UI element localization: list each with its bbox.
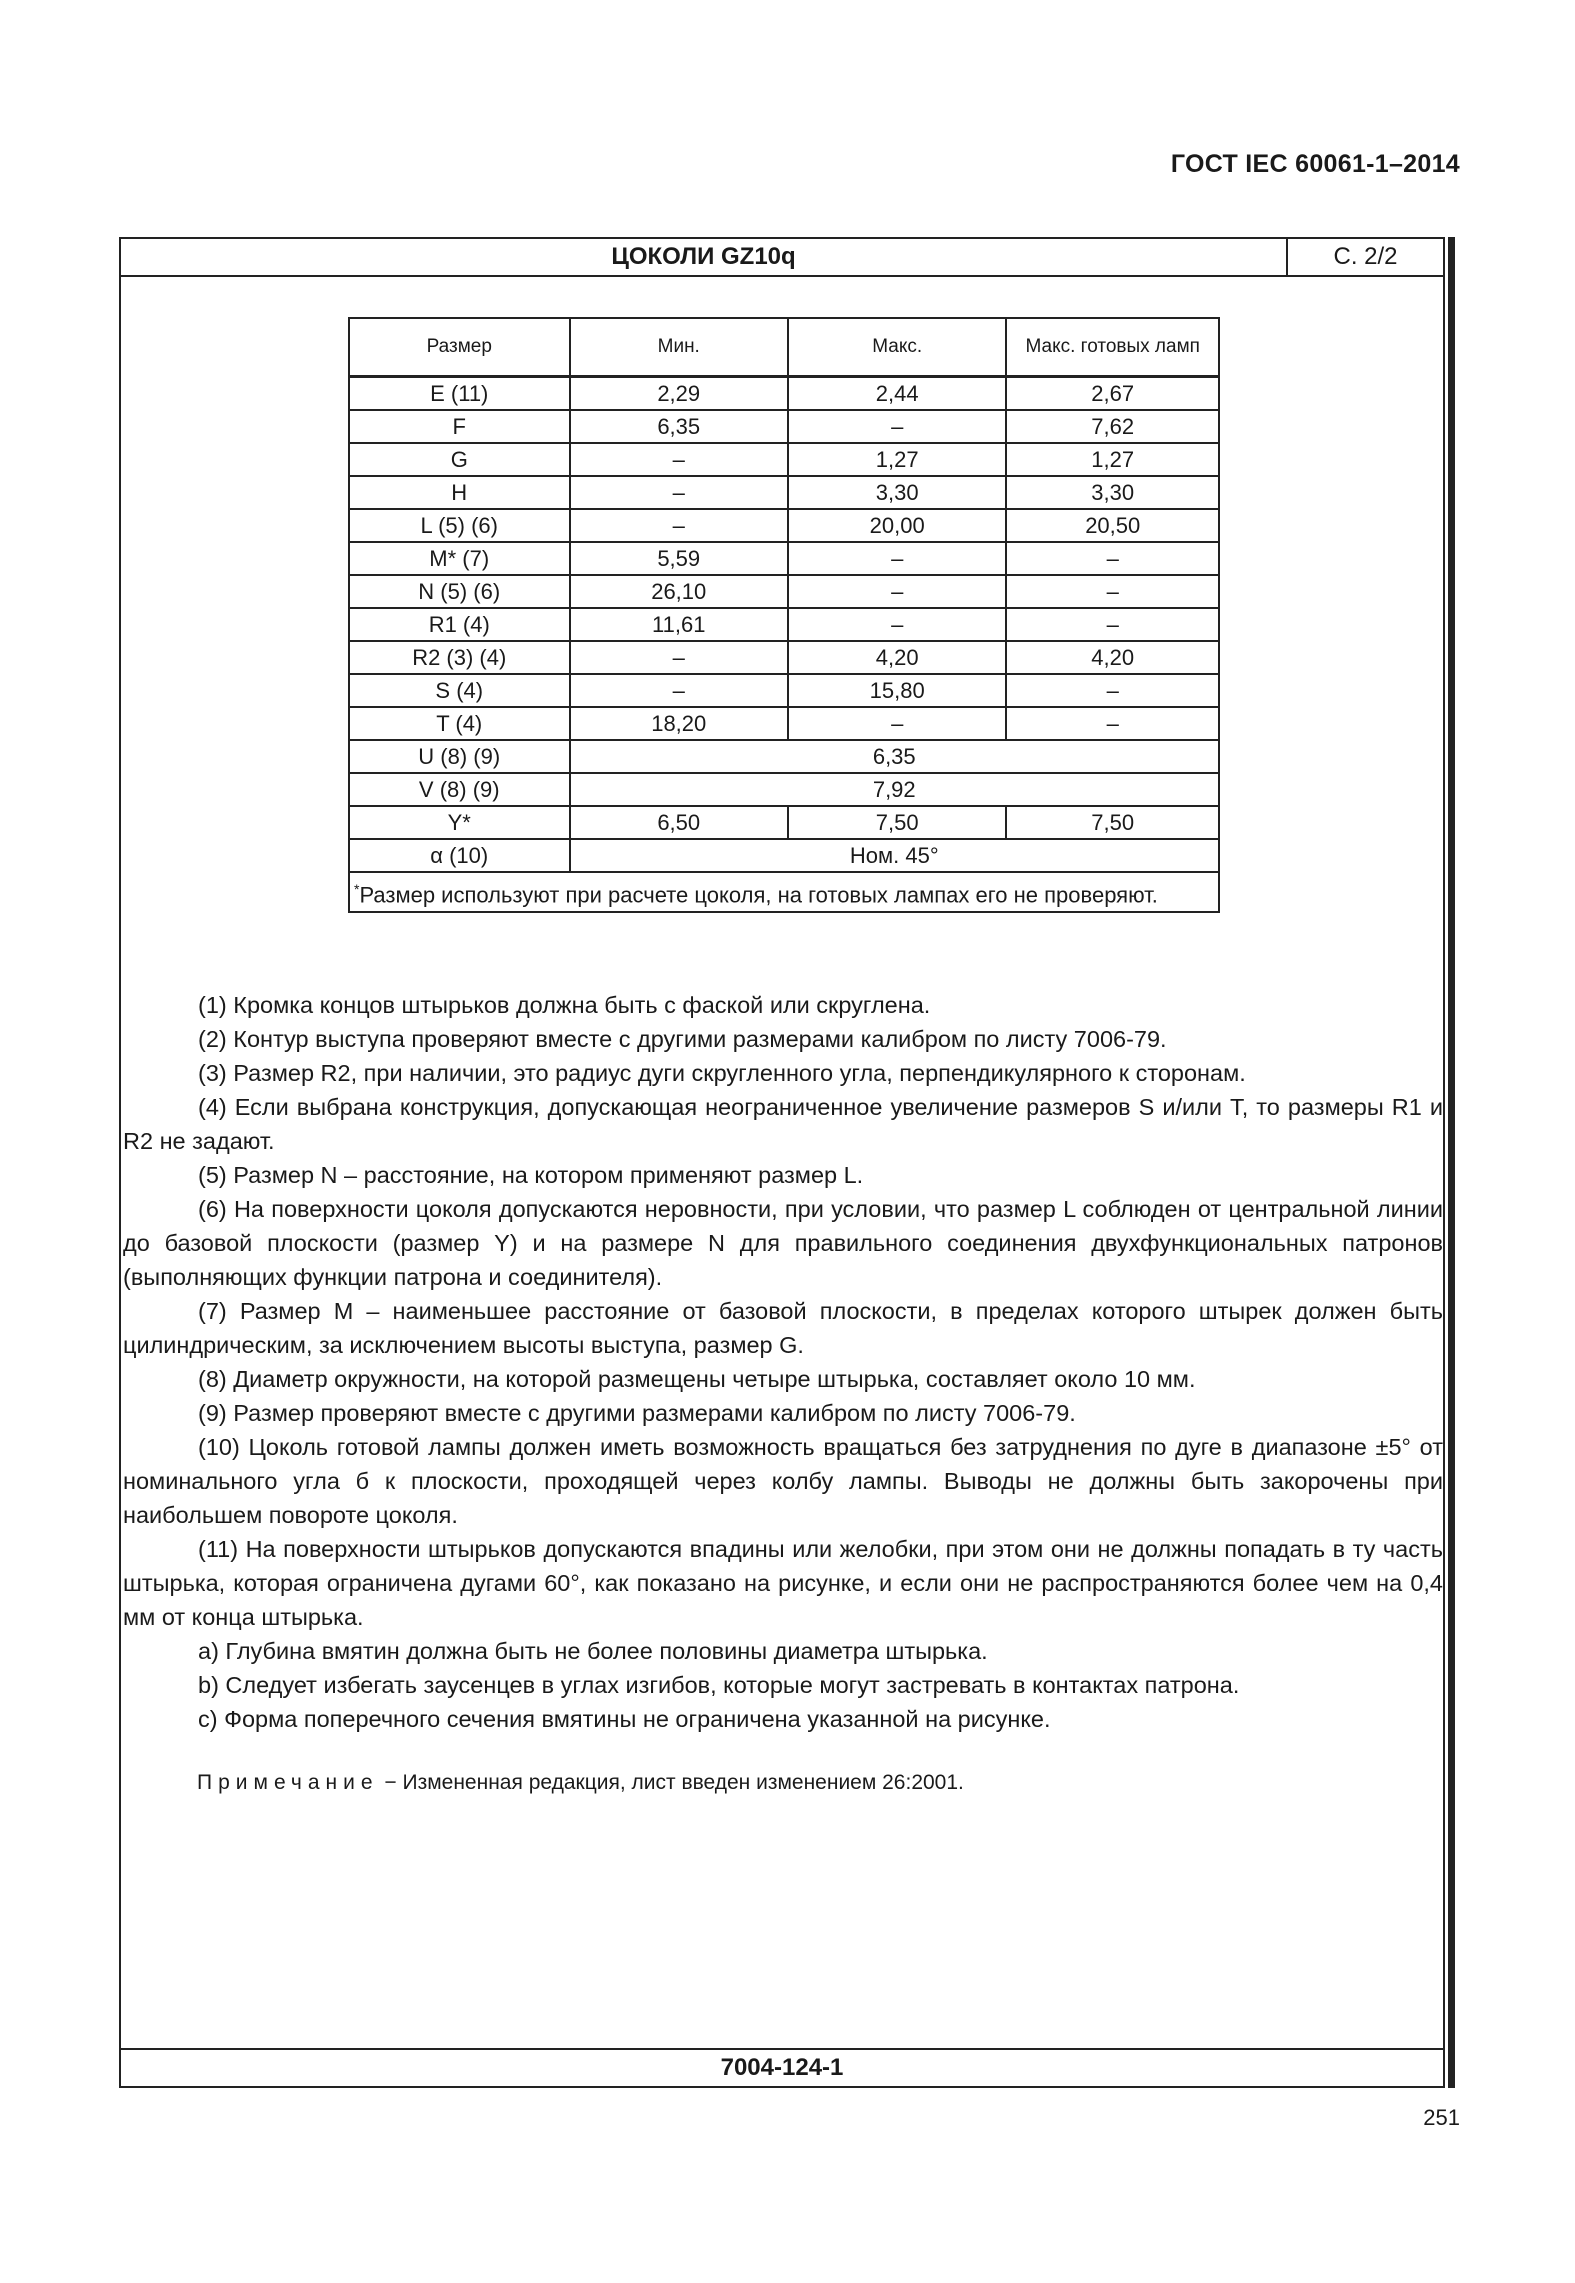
table-footnote: [349, 872, 1219, 912]
note-paragraph: (1) Кромка концов штырьков должна быть с фаской или скруглена.: [198, 992, 931, 1018]
table-cell: 7,50: [1006, 806, 1219, 839]
table-row: [349, 443, 1219, 476]
note-paragraph: (8) Диаметр окружности, на которой размещены четыре штырька, составляет около 10 мм.: [198, 1366, 1196, 1392]
table-cell: 6,50: [570, 806, 788, 839]
table-cell: Y*: [349, 806, 570, 839]
table-cell: L (5) (6): [349, 509, 570, 542]
table-cell: R2 (3) (4): [349, 641, 570, 674]
table-cell: –: [570, 443, 788, 476]
table-cell: –: [1006, 542, 1219, 575]
table-cell: –: [1006, 707, 1219, 740]
sheet-title: ЦОКОЛИ GZ10q: [611, 243, 796, 270]
table-cell: –: [788, 542, 1006, 575]
note-paragraph: (7) Размер M – наименьшее расстояние от базовой плоскости, в пределах которого штырек должен быть цилиндрическим, за исключением высоты выступа, размер G.: [123, 1298, 1443, 1358]
table-cell: G: [349, 443, 570, 476]
table-cell: –: [1006, 608, 1219, 641]
table-cell: 3,30: [1006, 476, 1219, 509]
table-header-row: [349, 318, 1219, 377]
remark-label: Примечание: [197, 1771, 379, 1794]
table-cell: –: [788, 575, 1006, 608]
note-paragraph: a) Глубина вмятин должна быть не более половины диаметра штырька.: [198, 1638, 988, 1664]
note-paragraph: b) Следует избегать заусенцев в углах изгибов, которые могут застревать в контактах патрона.: [198, 1672, 1240, 1698]
table-cell: 7,92: [570, 773, 1220, 806]
notes-section: [123, 988, 1443, 1736]
table-cell: 2,29: [570, 377, 788, 411]
table-cell: 4,20: [1006, 641, 1219, 674]
table-row: [349, 608, 1219, 641]
table-cell: –: [1006, 674, 1219, 707]
table-cell: –: [570, 476, 788, 509]
table-cell: 2,67: [1006, 377, 1219, 411]
table-cell: –: [570, 509, 788, 542]
table-cell: 11,61: [570, 608, 788, 641]
table-cell: E (11): [349, 377, 570, 411]
table-cell: 6,35: [570, 740, 1220, 773]
table-cell: 20,00: [788, 509, 1006, 542]
table-cell: –: [788, 707, 1006, 740]
table-cell: N (5) (6): [349, 575, 570, 608]
table-row: [349, 410, 1219, 443]
remark: [197, 1771, 964, 1795]
table-cell: T (4): [349, 707, 570, 740]
column-header: Макс.: [788, 318, 1006, 377]
table-cell: M* (7): [349, 542, 570, 575]
footnote-text: Размер используют при расчете цоколя, на готовых лампах его не проверяют.: [359, 882, 1158, 908]
table-cell: 4,20: [788, 641, 1006, 674]
table-row: [349, 509, 1219, 542]
table-cell: Ном. 45°: [570, 839, 1220, 872]
note-paragraph: (3) Размер R2, при наличии, это радиус дуги скругленного угла, перпендикулярного к сторонам.: [198, 1060, 1246, 1086]
table-cell: F: [349, 410, 570, 443]
note-paragraph: (11) На поверхности штырьков допускаются впадины или желобки, при этом они не должны попадать в ту часть штырька, которая ограничена дугами 60°, как показано на рисунке, и если они не распространяются более чем на 0,4 мм от конца штырька.: [123, 1536, 1443, 1630]
table-cell: 18,20: [570, 707, 788, 740]
remark-text: − Измененная редакция, лист введен изменением 26:2001.: [378, 1771, 964, 1794]
table-row: [349, 377, 1219, 411]
sheet-title-row: [121, 239, 1443, 277]
table-cell: –: [570, 674, 788, 707]
note-paragraph: (4) Если выбрана конструкция, допускающая неограниченное увеличение размеров S и/или T, то размеры R1 и R2 не задают.: [123, 1094, 1443, 1154]
page-number: 251: [1423, 2105, 1460, 2130]
table-row: [349, 740, 1219, 773]
dimensions-table: [348, 317, 1220, 913]
sheet-footer-row: [121, 2048, 1443, 2086]
sheet-page-label: С. 2/2: [1286, 239, 1443, 275]
note-paragraph: (2) Контур выступа проверяют вместе с другими размерами калибром по листу 7006-79.: [198, 1026, 1167, 1052]
note-paragraph: (6) На поверхности цоколя допускаются неровности, при условии, что размер L соблюден от центральной линии до базовой плоскости (размер Y) и на размере N для правильного соединения двухфункциональных патронов (выполняющих функции патрона и соединителя).: [123, 1196, 1443, 1290]
document-number: 7004-124-1: [720, 2054, 844, 2081]
table-cell: 26,10: [570, 575, 788, 608]
table-row: [349, 575, 1219, 608]
table-cell: –: [1006, 575, 1219, 608]
standard-header: ГОСТ IEC 60061-1–2014: [1170, 150, 1460, 178]
column-header: Мин.: [570, 318, 788, 377]
table-cell: 5,59: [570, 542, 788, 575]
table-row: [349, 872, 1219, 912]
table-cell: 2,44: [788, 377, 1006, 411]
table-row: [349, 707, 1219, 740]
table-cell: 7,62: [1006, 410, 1219, 443]
table-cell: R1 (4): [349, 608, 570, 641]
table-cell: 20,50: [1006, 509, 1219, 542]
footnote-marker: *: [354, 881, 360, 897]
table-cell: α (10): [349, 839, 570, 872]
note-paragraph: (10) Цоколь готовой лампы должен иметь возможность вращаться без затруднения по дуге в диапазоне ±5° от номинального угла б к плоскости, проходящей через колбу лампы. Выводы не должны быть закорочены при наибольшем повороте цоколя.: [123, 1434, 1443, 1528]
table-row: [349, 674, 1219, 707]
note-paragraph: (5) Размер N – расстояние, на котором применяют размер L.: [198, 1162, 864, 1188]
column-header: Размер: [349, 318, 570, 377]
table-cell: 6,35: [570, 410, 788, 443]
table-row: [349, 641, 1219, 674]
note-paragraph: (9) Размер проверяют вместе с другими размерами калибром по листу 7006-79.: [198, 1400, 1076, 1426]
table-cell: –: [788, 410, 1006, 443]
table-cell: V (8) (9): [349, 773, 570, 806]
table-cell: –: [788, 608, 1006, 641]
table-cell: H: [349, 476, 570, 509]
table-row: [349, 773, 1219, 806]
table-cell: U (8) (9): [349, 740, 570, 773]
table-row: [349, 476, 1219, 509]
table-row: [349, 542, 1219, 575]
note-paragraph: c) Форма поперечного сечения вмятины не ограничена указанной на рисунке.: [198, 1706, 1051, 1732]
table-cell: 7,50: [788, 806, 1006, 839]
table-row: [349, 839, 1219, 872]
table-row: [349, 806, 1219, 839]
table-cell: 1,27: [788, 443, 1006, 476]
table-cell: S (4): [349, 674, 570, 707]
table-cell: –: [570, 641, 788, 674]
table-cell: 15,80: [788, 674, 1006, 707]
table-cell: 1,27: [1006, 443, 1219, 476]
sheet-right-border: [1448, 237, 1455, 2088]
column-header: Макс. готовых ламп: [1006, 318, 1219, 377]
table-cell: 3,30: [788, 476, 1006, 509]
